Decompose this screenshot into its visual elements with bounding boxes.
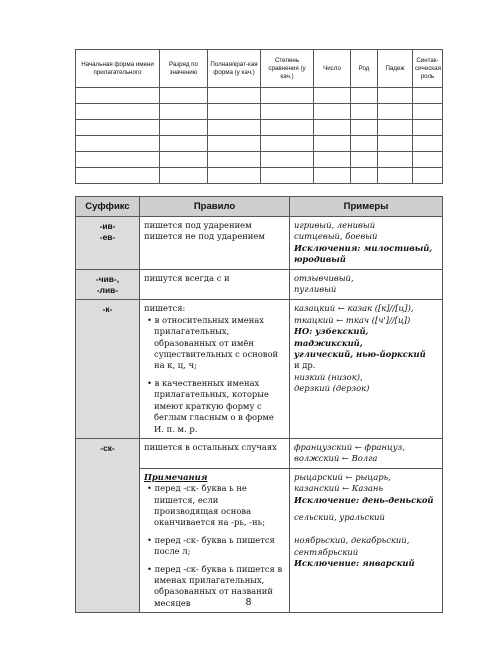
empty-cell	[413, 120, 443, 136]
column-header: Число	[314, 50, 351, 88]
exception-text: углический, нью-йоркский	[294, 349, 426, 360]
empty-table-row	[76, 168, 443, 184]
empty-cell	[208, 104, 261, 120]
empty-cell	[378, 168, 413, 184]
column-header: Разряд по значению	[160, 50, 208, 88]
empty-cell	[351, 152, 378, 168]
table-header-row	[76, 197, 443, 217]
empty-cell	[160, 104, 208, 120]
empty-cell	[261, 120, 314, 136]
empty-cell	[378, 120, 413, 136]
grammar-analysis-table	[75, 49, 443, 184]
suffix-cell	[76, 217, 140, 270]
examples-cell	[290, 217, 443, 270]
rule-cell	[140, 217, 290, 270]
rule-bullet: • перед -ск- буква ь пишется в именах прилагательных, образованных от названий месяцев	[147, 563, 283, 608]
example-text: дерзкий (дерзок)	[294, 383, 370, 394]
column-header: Примеры	[290, 197, 443, 217]
empty-cell	[160, 88, 208, 104]
empty-table-row	[76, 120, 443, 136]
empty-cell	[314, 120, 351, 136]
exception-text: Исключения: милостивый,	[294, 242, 433, 253]
exception-text: Исключение: январский	[294, 558, 415, 569]
empty-cell	[351, 120, 378, 136]
examples-cell	[290, 438, 443, 468]
page-number: 8	[245, 597, 252, 608]
suffix-text: -лив-	[96, 285, 119, 296]
empty-cell	[208, 168, 261, 184]
example-text: ноябрьский, декабрьский,	[294, 535, 410, 546]
empty-cell	[160, 152, 208, 168]
empty-cell	[261, 168, 314, 184]
rule-cell	[140, 468, 290, 612]
table-row	[76, 269, 443, 300]
empty-table-row	[76, 88, 443, 104]
column-header: Правило	[140, 197, 290, 217]
empty-cell	[314, 152, 351, 168]
suffix-text: -к-	[102, 304, 113, 315]
empty-cell	[351, 104, 378, 120]
example-text: ситцевый, боевый	[294, 231, 378, 242]
example-text: рыцарский ← рыцарь,	[294, 471, 391, 482]
empty-cell	[413, 152, 443, 168]
empty-cell	[314, 136, 351, 152]
empty-cell	[76, 88, 160, 104]
suffix-text: -чив-,	[95, 273, 120, 284]
empty-cell	[261, 152, 314, 168]
column-header: Род	[351, 50, 378, 88]
empty-cell	[378, 136, 413, 152]
example-text: низкий (низок),	[294, 371, 363, 382]
empty-cell	[378, 88, 413, 104]
rule-bullet: • в качественных именах прилагательных, которые имеют краткую форму с беглым гласным о в форме И. п. м. р.	[147, 377, 274, 434]
rule-cell	[140, 300, 290, 438]
example-text: и др.	[294, 360, 316, 371]
example-text: сельский, уральский	[294, 511, 385, 522]
example-text: французский ← француз,	[294, 441, 405, 452]
empty-cell	[208, 88, 261, 104]
suffix-text: -ев-	[99, 232, 116, 243]
empty-cell	[76, 104, 160, 120]
rule-text: пишется в остальных случаях	[144, 441, 277, 452]
column-header: Суффикс	[76, 197, 140, 217]
empty-cell	[208, 152, 261, 168]
suffix-cell	[76, 269, 140, 300]
example-text: волжский ← Волга	[294, 453, 378, 464]
rule-cell	[140, 438, 290, 468]
table-header-row	[76, 50, 443, 88]
examples-cell	[290, 269, 443, 300]
rule-text: пишется не под ударением	[144, 231, 265, 242]
empty-cell	[76, 120, 160, 136]
exception-text: Исключение: день-деньской	[294, 494, 434, 505]
suffix-text: -ив-	[99, 221, 116, 231]
empty-cell	[314, 104, 351, 120]
examples-cell	[290, 300, 443, 438]
example-text: игривый, ленивый	[294, 220, 376, 230]
example-text: казацкий ← казак ([к]//[ц]),	[294, 303, 414, 314]
suffix-cell	[76, 300, 140, 438]
empty-cell	[314, 88, 351, 104]
empty-cell	[261, 88, 314, 104]
rule-text: пишется под ударением	[144, 220, 252, 230]
notes-title: Примечания	[144, 471, 208, 482]
empty-cell	[160, 168, 208, 184]
empty-cell	[413, 88, 443, 104]
suffix-text: -ск-	[100, 442, 115, 453]
examples-cell	[290, 468, 443, 612]
suffix-cell	[76, 438, 140, 612]
example-text: ткацкий ← ткач ([ч']//[ц])	[294, 314, 411, 325]
rule-text: пишется:	[144, 303, 186, 314]
column-header: Степень сравнения (у кач.)	[261, 50, 314, 88]
empty-cell	[160, 120, 208, 136]
table-row	[76, 217, 443, 270]
rule-cell	[140, 269, 290, 300]
rule-text: пишутся всегда с и	[144, 272, 230, 283]
rule-bullet: • перед -ск- буква ь пишется после л;	[147, 534, 275, 557]
column-header: Синтак-сическая роль	[413, 50, 443, 88]
empty-table-row	[76, 104, 443, 120]
empty-cell	[413, 136, 443, 152]
empty-cell	[261, 104, 314, 120]
example-text: отзывчивый,	[294, 272, 354, 283]
empty-cell	[208, 136, 261, 152]
empty-cell	[208, 120, 261, 136]
example-text: пугливый	[294, 284, 337, 295]
example-text: сентябрьский	[294, 546, 359, 557]
empty-table-row	[76, 152, 443, 168]
empty-table-row	[76, 136, 443, 152]
empty-cell	[76, 168, 160, 184]
empty-cell	[351, 88, 378, 104]
empty-cell	[351, 168, 378, 184]
column-header: Полная/крат-кая форма (у кач.)	[208, 50, 261, 88]
exception-text: юродивый	[294, 254, 346, 265]
empty-cell	[76, 136, 160, 152]
example-text: казанский ← Казань	[294, 483, 384, 494]
exception-text: НО: узбекский, таджикский,	[294, 326, 369, 348]
empty-cell	[160, 136, 208, 152]
table-row	[76, 438, 443, 468]
column-header: Начальная форма имени прилагательного	[76, 50, 160, 88]
column-header: Падеж	[378, 50, 413, 88]
empty-cell	[76, 152, 160, 168]
empty-cell	[413, 104, 443, 120]
empty-cell	[314, 168, 351, 184]
suffix-rules-table	[75, 196, 443, 613]
empty-cell	[378, 104, 413, 120]
empty-cell	[378, 152, 413, 168]
rule-bullet: • перед -ск- буква ь не пишется, если производящая основа оканчивается на -рь, -нь;	[147, 483, 266, 528]
rule-bullet: • в относительных именах прилагательных, образованных от имён существительных с основой на к, ц, ч;	[147, 314, 279, 371]
empty-cell	[261, 136, 314, 152]
table-row	[76, 300, 443, 438]
empty-cell	[351, 136, 378, 152]
empty-cell	[413, 168, 443, 184]
